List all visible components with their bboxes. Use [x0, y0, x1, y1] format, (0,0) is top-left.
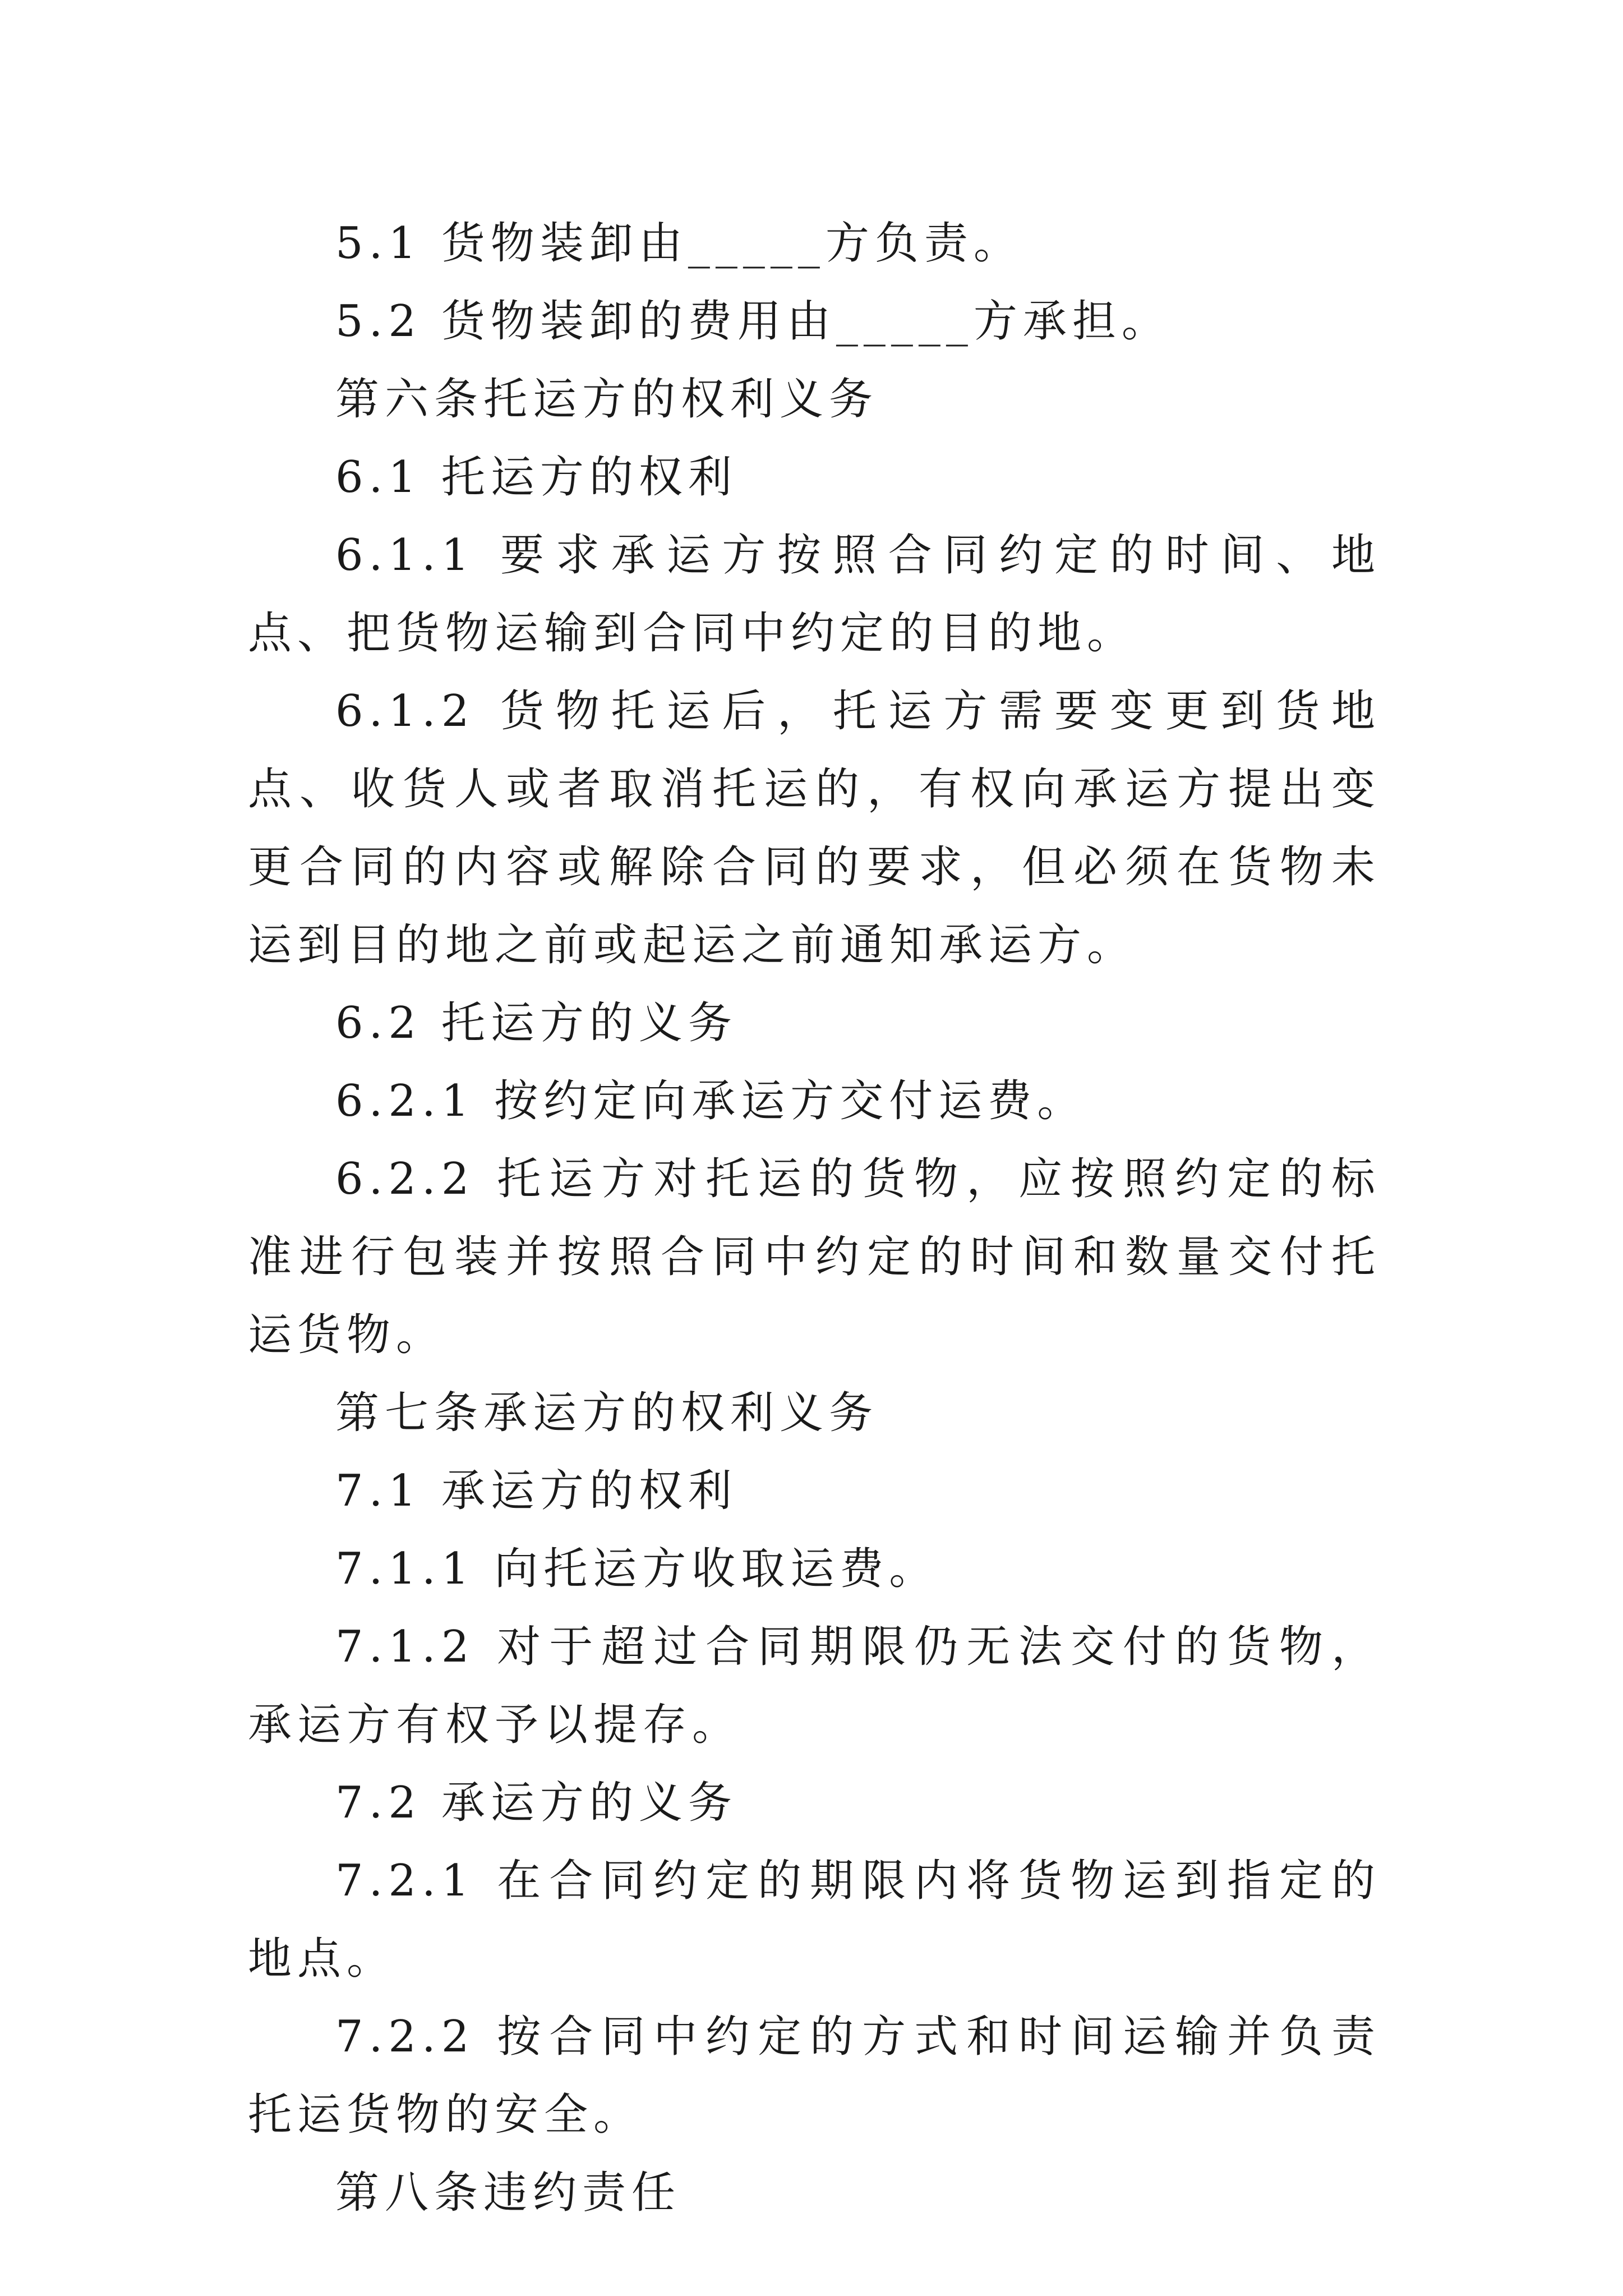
clause-6-1: 6.1 托运方的权利 — [335, 452, 737, 503]
clause-7-2-1: 7.2.1 在合同约定的期限内将货物运到指定的地点。 — [248, 1856, 1381, 1984]
clause-7-1-2: 7.1.2 对于超过合同期限仍无法交付的货物，承运方有权予以提存。 — [248, 1622, 1381, 1750]
article-6-heading: 第六条托运方的权利义务 — [335, 374, 879, 425]
clause-6-2-1: 6.2.1 按约定向承运方交付运费。 — [335, 1076, 1087, 1126]
clause-7-1-1: 7.1.1 向托运方收取运费。 — [335, 1544, 939, 1594]
clause-7-1: 7.1 承运方的权利 — [335, 1466, 737, 1516]
article-7-heading: 第七条承运方的权利义务 — [335, 1388, 879, 1438]
clause-5-2: 5.2 货物装卸的费用由_____方承担。 — [335, 296, 1171, 347]
article-8-heading: 第八条违约责任 — [335, 2168, 681, 2218]
clause-7-2-2: 7.2.2 按合同中约定的方式和时间运输并负责托运货物的安全。 — [248, 2012, 1381, 2140]
document-body — [248, 205, 1381, 2232]
clause-6-2-2: 6.2.2 托运方对托运的货物，应按照约定的标准进行包装并按照合同中约定的时间和数量交付托运货物。 — [248, 1154, 1381, 1360]
clause-6-1-1: 6.1.1 要求承运方按照合同约定的时间、地点、把货物运输到合同中约定的目的地。 — [248, 530, 1381, 659]
clause-6-1-2: 6.1.2 货物托运后，托运方需要变更到货地点、收货人或者取消托运的，有权向承运方提出变更合同的内容或解除合同的要求，但必须在货物未运到目的地之前或起运之前通知承运方。 — [248, 686, 1381, 970]
clause-7-2: 7.2 承运方的义务 — [335, 1778, 737, 1828]
clause-5-1: 5.1 货物装卸由_____方负责。 — [335, 218, 1023, 269]
clause-6-2: 6.2 托运方的义务 — [335, 998, 737, 1048]
